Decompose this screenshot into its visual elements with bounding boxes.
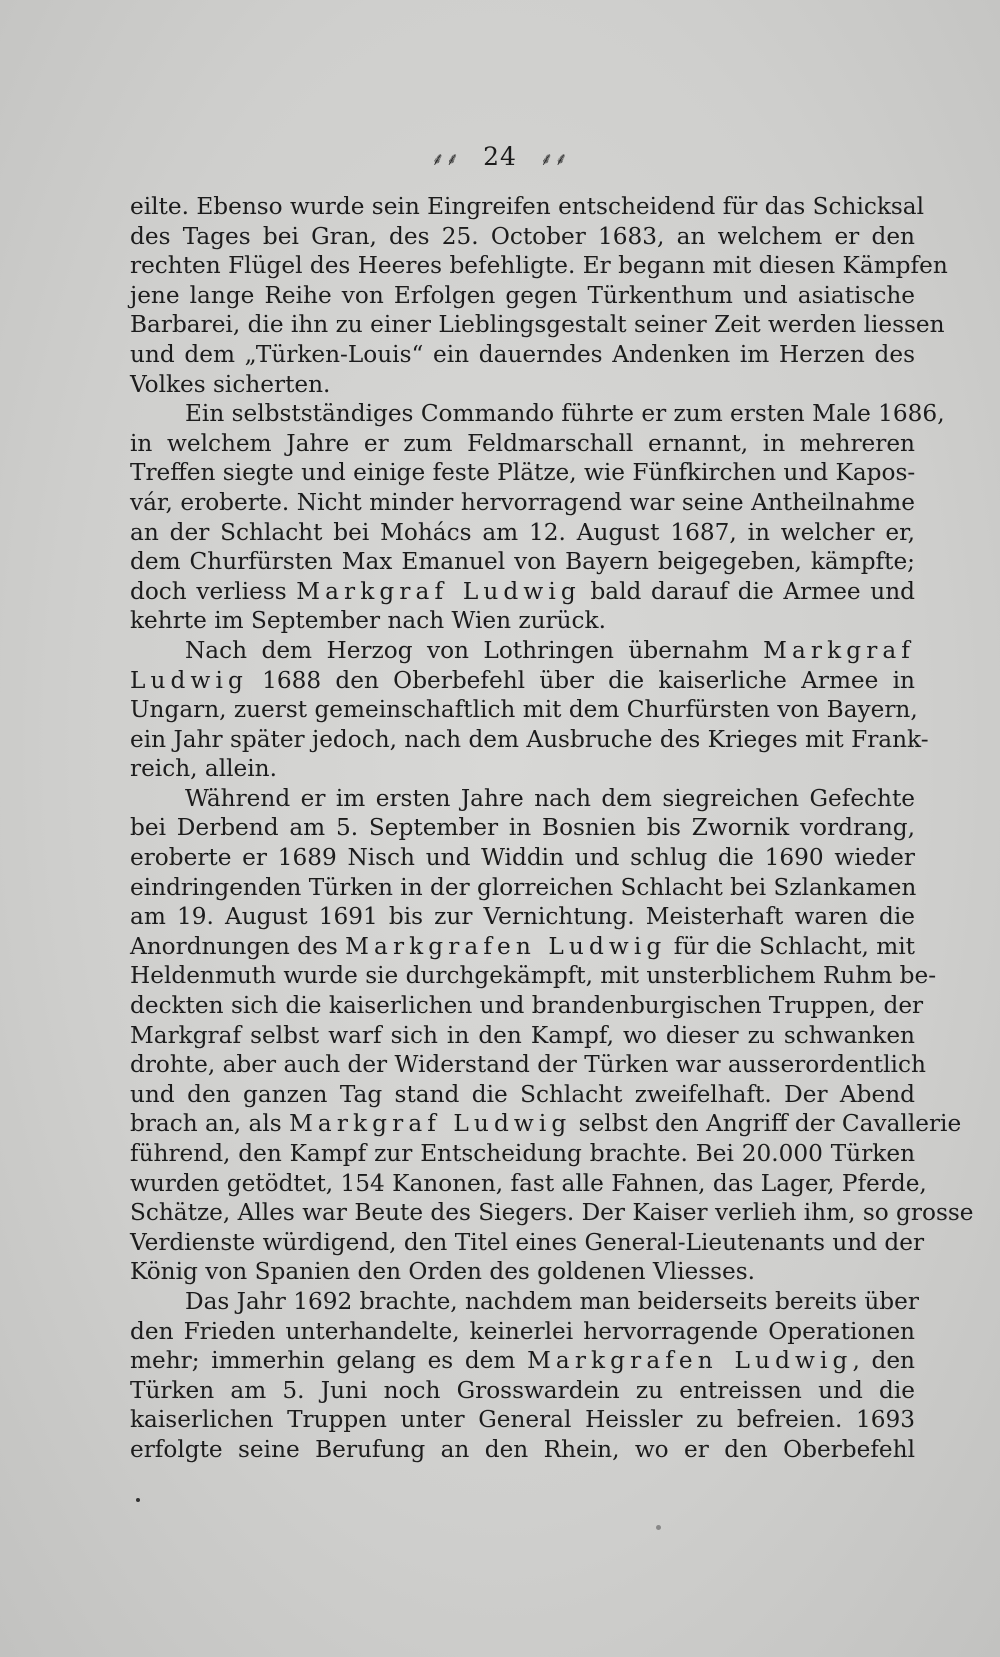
text-segment: wurden getödtet, 154 Kanonen, fast alle Fahnen, das Lager, Pferde, [130,1169,927,1197]
text-segment: selbst den Angriff der Cavallerie [571,1110,962,1138]
spaced-name: Markgrafen Ludwig [527,1347,853,1375]
spaced-name: Markgrafen Ludwig [345,932,667,960]
text-segment: kehrte im September nach Wien zurück. [130,607,606,635]
spaced-name: Markgraf Ludwig [296,577,581,605]
text-segment: rechten Flügel des Heeres befehligte. Er begann mit diesen Kämpfen [130,252,948,280]
text-segment: doch verliess [130,577,297,605]
text-line [130,281,915,311]
text-line [130,1198,974,1228]
text-line [130,606,915,636]
text-segment: des Tages bei Gran, des 25. October 1683, an welchem er den [130,222,915,250]
text-segment: eindringenden Türken in der glorreichen Schlacht bei Szlankamen [130,873,917,901]
text-segment: den Frieden unterhandelte, keinerlei hervorragende Operationen [130,1317,915,1345]
text-segment: Schätze, Alles war Beute des Siegers. Der Kaiser verlieh ihm, so grosse [130,1199,974,1227]
text-line [130,222,915,252]
text-segment: reich, allein. [130,755,277,783]
spaced-name: Markgraf [763,636,915,664]
page-number: 24 [483,142,517,171]
text-segment: und den ganzen Tag stand die Schlacht zweifelhaft. Der Abend [130,1080,915,1108]
text-segment: in welchem Jahre er zum Feldmarschall ernannt, in mehreren [130,429,915,457]
text-line [130,813,915,843]
text-segment: Türken am 5. Juni noch Grosswardein zu entreissen und die [130,1376,915,1404]
text-line [130,488,915,518]
text-line [130,754,915,784]
text-line [130,784,915,814]
text-segment: König von Spanien den Orden des goldenen Vliesses. [130,1258,756,1286]
text-segment: führend, den Kampf zur Entscheidung brachte. Bei 20.000 Türken [130,1140,915,1167]
text-line [130,340,915,370]
text-segment: mehr; immerhin gelang es dem [130,1347,528,1375]
text-segment: dem Churfürsten Max Emanuel von Bayern beigegeben, kämpfte; [130,548,915,576]
text-line [130,843,915,873]
text-segment: Barbarei, die ihn zu einer Lieblingsgestalt seiner Zeit werden liessen [130,311,945,339]
text-line [130,1317,915,1347]
text-segment: Das Jahr 1692 brachte, nachdem man beiderseits bereits über [185,1287,919,1315]
left-ornament: ⸙⸙ [431,149,461,170]
text-segment: an der Schlacht bei Mohács am 12. August 1687, in welcher er, [130,518,915,546]
text-line [130,1139,915,1169]
spaced-name: Markgraf Ludwig [289,1110,572,1138]
text-segment: kaiserlichen Truppen unter General Heissler zu befreien. 1693 [130,1406,915,1434]
print-speck [136,1498,140,1502]
text-line [130,873,915,903]
text-line [130,370,915,400]
text-line [130,902,915,932]
spaced-name: Ludwig [130,666,248,694]
text-line [130,1287,919,1317]
text-segment: Markgraf selbst warf sich in den Kampf, wo dieser zu schwanken [130,1021,915,1049]
text-line [130,192,925,222]
text-segment: Volkes sicherten. [130,370,331,398]
text-segment: Anordnungen des [130,932,346,960]
text-segment: am 19. August 1691 bis zur Vernichtung. Meisterhaft waren die [130,903,915,931]
text-line [130,1376,915,1406]
text-line [130,1435,915,1465]
text-segment: Während er im ersten Jahre nach dem siegreichen Gefechte [185,784,915,812]
print-speck [656,1525,661,1530]
page-header [0,142,1000,171]
text-line [130,666,915,696]
text-segment: Ungarn, zuerst gemeinschaftlich mit dem Churfürsten von Bayern, [130,696,918,724]
text-segment: erfolgte seine Berufung an den Rhein, wo er den Oberbefehl [130,1435,915,1463]
text-line [130,458,915,488]
text-segment: für die Schlacht, mit [666,932,915,960]
text-line [130,1080,915,1110]
body-text [130,192,974,1465]
text-line [130,1228,925,1258]
text-line [130,636,915,666]
text-line [130,1257,915,1287]
text-line [130,991,924,1021]
text-segment: drohte, aber auch der Widerstand der Türken war ausserordentlich [130,1051,926,1079]
text-line [130,518,915,548]
text-segment: Ein selbstständiges Commando führte er zum ersten Male 1686, [185,400,945,428]
text-line [130,1346,915,1376]
text-segment: eroberte er 1689 Nisch und Widdin und schlug die 1690 wieder [130,844,915,872]
text-line [130,251,948,281]
text-line [130,932,915,962]
text-segment: jene lange Reihe von Erfolgen gegen Türkenthum und asiatische [130,281,915,309]
text-line [130,695,918,725]
text-line [130,1405,915,1435]
text-segment: bald darauf die Armee und [580,577,916,605]
text-line [130,1109,962,1139]
text-line [130,961,937,991]
text-line [130,429,915,459]
text-segment: und dem „Türken-Louis“ ein dauerndes Andenken im Herzen des [130,340,915,368]
text-segment: 1688 den Oberbefehl über die kaiserliche Armee in [247,666,915,694]
text-segment: ein Jahr später jedoch, nach dem Ausbruche des Krieges mit Frank- [130,725,929,753]
text-segment: vár, eroberte. Nicht minder hervorragend war seine Antheilnahme [130,488,915,516]
text-segment: Verdienste würdigend, den Titel eines General-Lieutenants und der [130,1228,925,1256]
text-line [130,399,945,429]
text-line [130,1021,915,1051]
text-segment: deckten sich die kaiserlichen und brandenburgischen Truppen, der [130,992,924,1020]
text-segment: brach an, als [130,1110,290,1138]
text-segment: Treffen siegte und einige feste Plätze, wie Fünfkirchen und Kapos- [130,459,916,487]
text-line [130,725,929,755]
text-segment: Heldenmuth wurde sie durchgekämpft, mit unsterblichem Ruhm be- [130,962,937,990]
text-line [130,1050,926,1080]
text-line [130,310,945,340]
text-segment: eilte. Ebenso wurde sein Eingreifen entscheidend für das Schicksal [130,193,925,220]
text-line [130,1169,927,1199]
text-segment: , den [852,1347,915,1375]
text-segment: Nach dem Herzog von Lothringen übernahm [185,636,764,664]
text-line [130,577,915,607]
text-segment: bei Derbend am 5. September in Bosnien bis Zwornik vordrang, [130,814,915,842]
text-line [130,547,915,577]
right-ornament: ⸙⸙ [539,149,569,170]
